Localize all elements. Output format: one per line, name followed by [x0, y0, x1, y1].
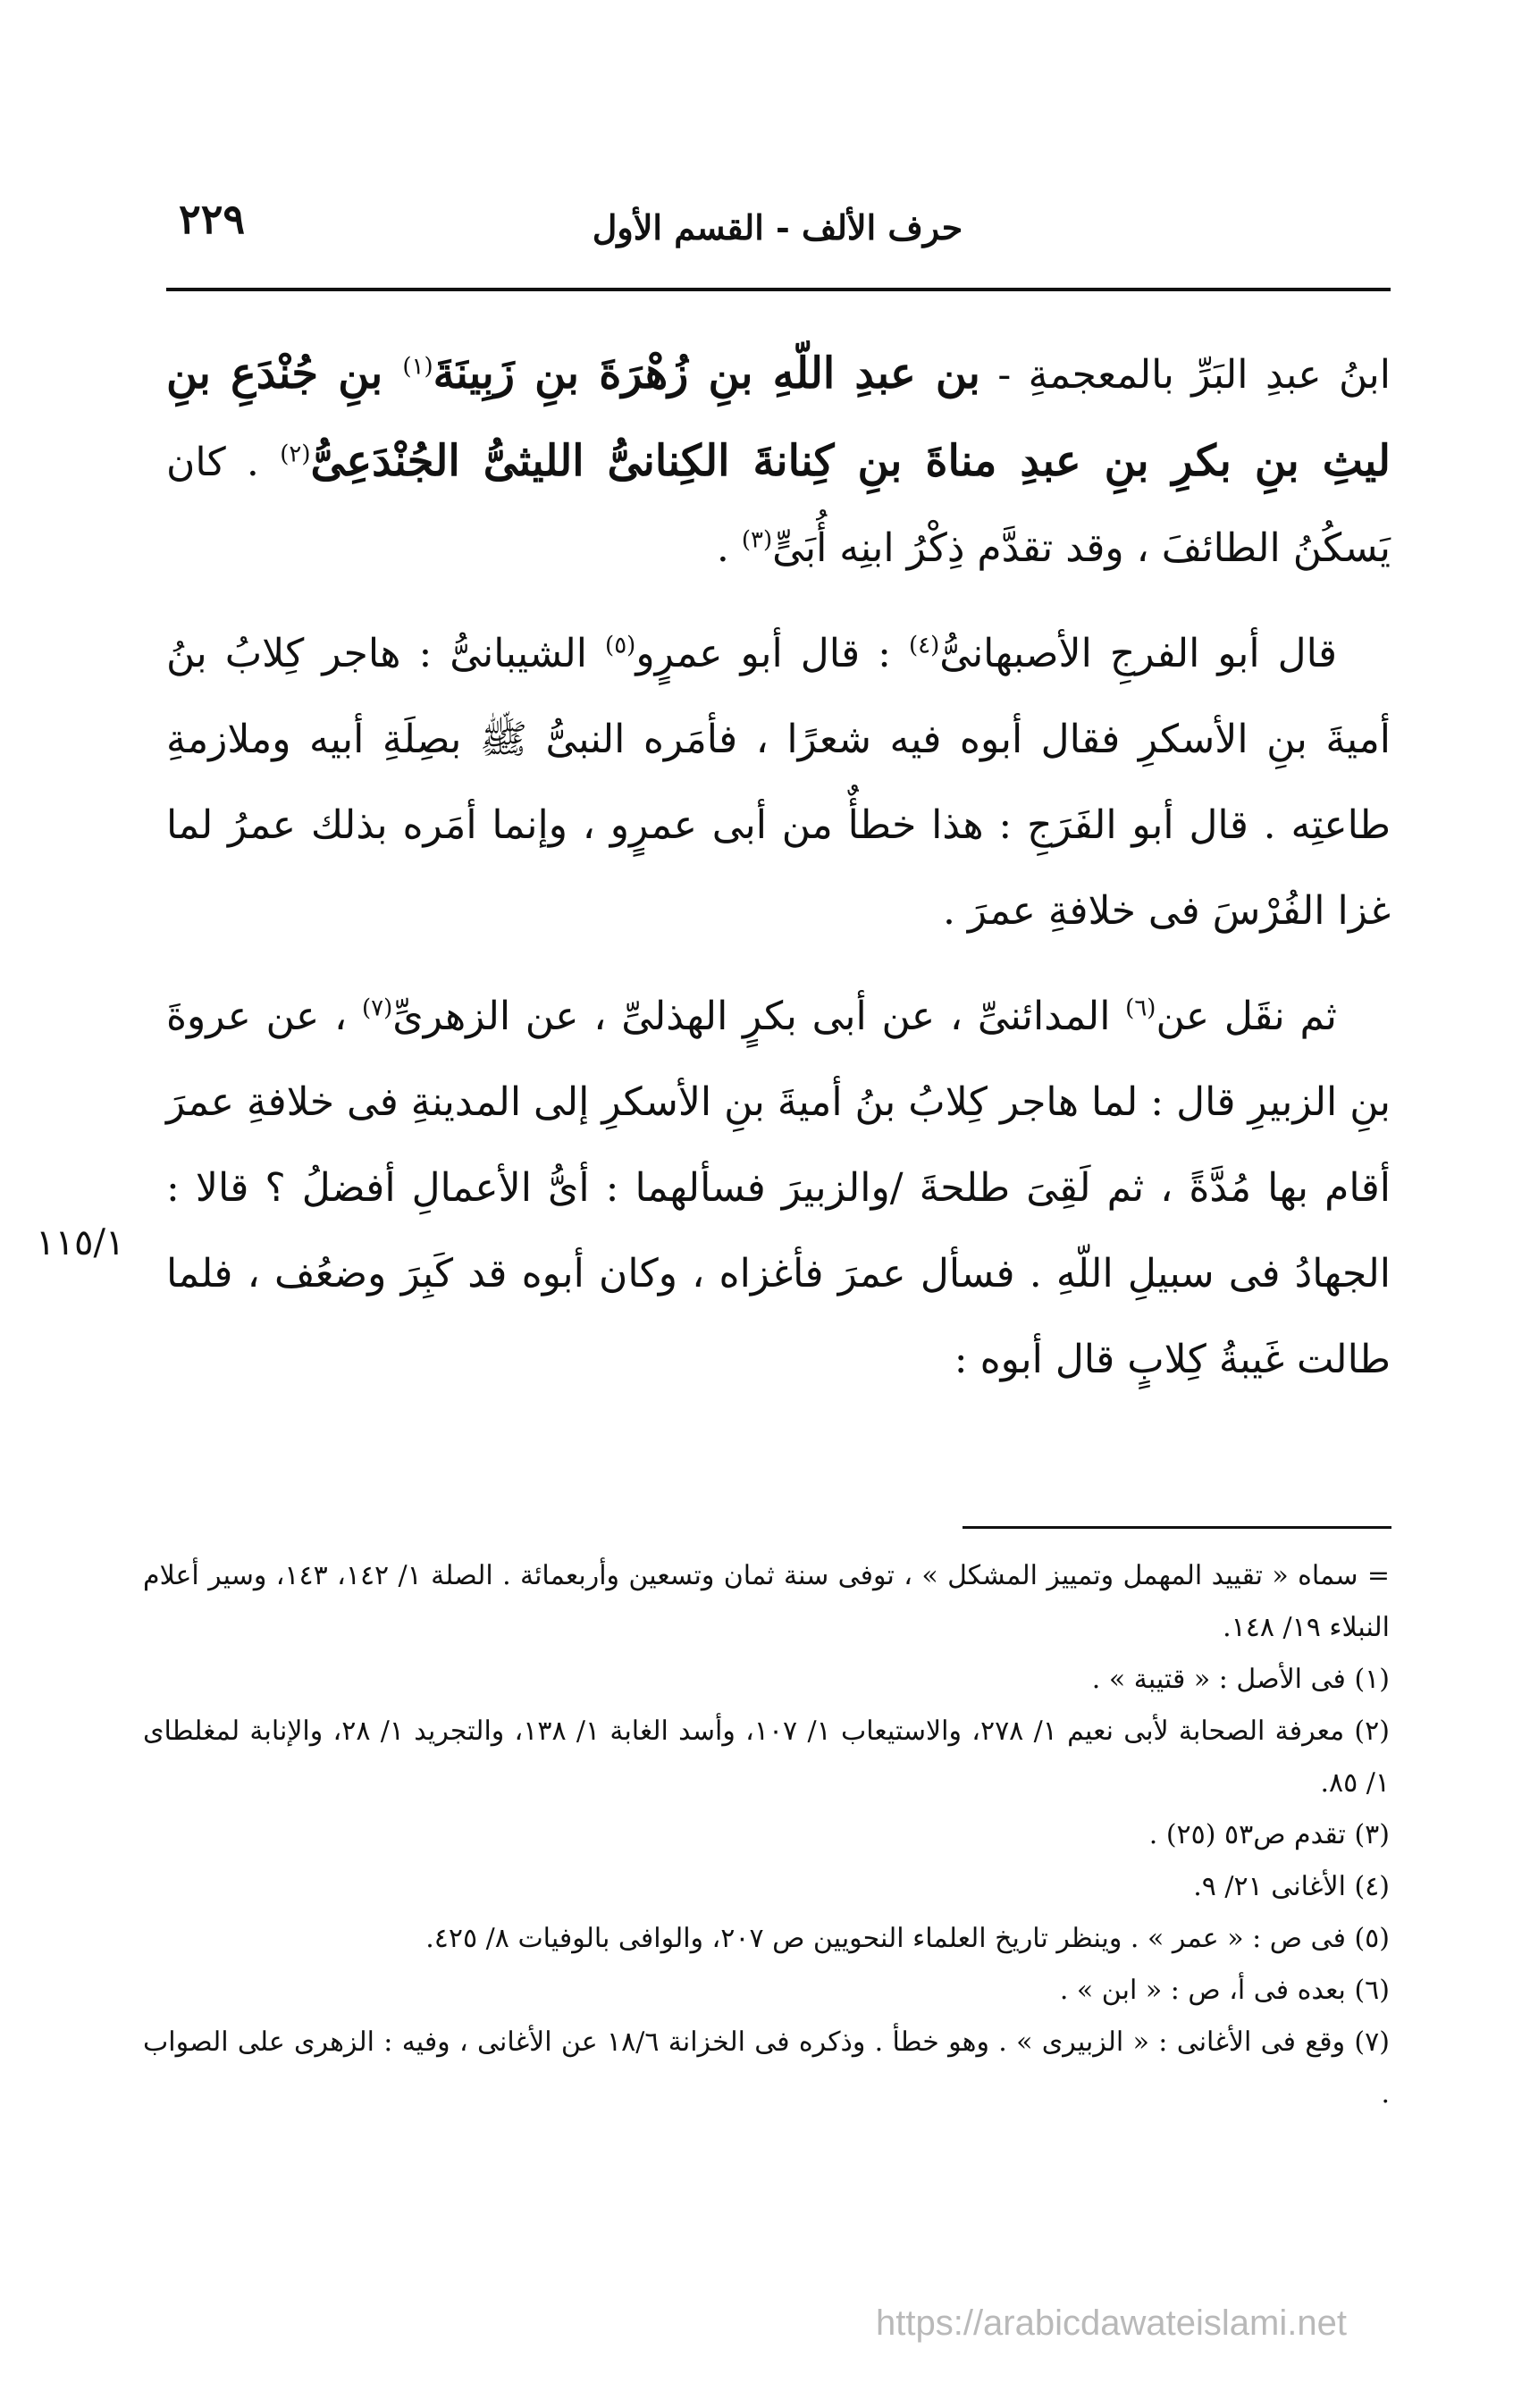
footnote-ref-3[interactable]: (٣) [741, 526, 773, 554]
running-title: حرف الألف - القسم الأول [592, 207, 963, 248]
footnote-7: (٧) وقع فى الأغانى : « الزبيرى » . وهو خطأ . وذكره فى الخزانة ١٨/٦ عن الأغانى ، وفيه : الزهرى على الصواب . [143, 2026, 1390, 2110]
margin-reference: ١١٥/١ [36, 1222, 125, 1263]
p1-text-d: . كان يَسكُنُ الطائفَ ، وقد تقدَّم ذِكْرُ ابنِه أُبَىٍّ [166, 440, 1391, 571]
footnote-6: (٦) بعده فى أ، ص : « ابن » . [1059, 1975, 1390, 2006]
footnote-ref-2[interactable]: (٢) [280, 440, 311, 468]
p1-text-a: ابنُ عبدِ البَرِّ بالمعجمةِ - [979, 352, 1391, 398]
main-text [166, 331, 1391, 1422]
p2-text-c: الشيبانىُّ : هاجر كِلابُ بنُ أميةَ بنِ الأسكرِ فقال أبوه فيه شعرًا ، فأمَره النبىُّ ﷺ بصِلَةِ أبيه وملازمةِ طاعتِه . قال أبو الفَرَجِ : هذا خطأٌ من أبى عمرٍو ، وإنما أمَره بذلك عمرُ لما غزا الفُرْسَ فى خلافةِ عمرَ . [166, 631, 1391, 934]
p1-text-e: . [716, 525, 742, 571]
p3-text-c: ، عن عروةَ بنِ الزبيرِ قال : لما هاجر كِلابُ بنُ أميةَ بنِ الأسكرِ إلى المدينةِ فى خلافةِ عمرَ أقام بها مُدَّةً ، ثم لَقِىَ طلحةَ /والزبيرَ فسألهما : أىُّ الأعمالِ أفضلُ ؟ قالا : الجهادُ فى سبيلِ اللّهِ . فسأل عمرَ فأغزاه ، وكان أبوه قد كَبِرَ وضعُف ، فلما طالت غَيبةُ كِلابٍ قال أبوه : [166, 994, 1391, 1382]
footnote-ref-1[interactable]: (١) [402, 353, 433, 381]
footnotes [143, 1550, 1390, 2120]
footnote-2: (٢) معرفة الصحابة لأبى نعيم ١/ ٢٧٨، والاستيعاب ١/ ١٠٧، وأسد الغابة ١/ ١٣٨، والتجريد ١/ ٢٨، والإنابة لمغلطاى ١/ ٨٥. [143, 1716, 1390, 1799]
header-rule [166, 288, 1391, 291]
footnote-ref-5[interactable]: (٥) [605, 632, 636, 659]
paragraph-3 [166, 974, 1391, 1403]
p3-text-a: ثم نقَل عن [1156, 994, 1337, 1039]
p2-text-b: : قال أبو عمرٍو [635, 631, 909, 676]
footnote-ref-7[interactable]: (٧) [361, 994, 393, 1022]
footnote-4: (٤) الأغانى ٢١/ ٩. [1193, 1871, 1390, 1902]
footnote-5: (٥) فى ص : « عمر » . وينظر تاريخ العلماء النحويين ص ٢٠٧، والوافى بالوفيات ٨/ ٤٢٥. [425, 1923, 1390, 1954]
p2-text-a: قال أبو الفرجِ الأصبهانىُّ [939, 631, 1338, 676]
footnote-ref-4[interactable]: (٤) [908, 632, 940, 659]
watermark-url: https://arabicdawateislami.net [876, 2303, 1347, 2343]
footnote-ref-6[interactable]: (٦) [1125, 994, 1156, 1022]
paragraph-1 [166, 331, 1391, 592]
footnote-rule [963, 1526, 1391, 1529]
footnote-continuation: = سماه « تقييد المهمل وتمييز المشكل » ، توفى سنة ثمان وتسعين وأربعمائة . الصلة ١/ ١٤٢، ١٤٣، وسير أعلام النبلاء ١٩/ ١٤٨. [143, 1560, 1391, 1643]
page-header [170, 186, 1385, 257]
p1-name-lineage-cont: بنِ جُنْدَعِ بنِ ليثِ بنِ بكرِ بنِ عبدِ مناةَ بنِ كِنانةَ الكِنانىُّ الليثىُّ الجُنْدَعِىُّ [166, 348, 1391, 486]
footnote-3: (٣) تقدم ص٥٣ (٢٥) . [1148, 1819, 1390, 1850]
page-number: ٢٢٩ [179, 195, 246, 243]
footnote-1: (١) فى الأصل : « قتيبة » . [1091, 1664, 1390, 1695]
p3-text-b: المدائنىِّ ، عن أبى بكرٍ الهذلىِّ ، عن الزهرىِّ [392, 994, 1126, 1039]
p1-name-lineage: بن عبدِ اللّهِ بنِ زُهْرَةَ بنِ زَبِينَةَ [433, 348, 980, 399]
paragraph-2 [166, 611, 1391, 954]
